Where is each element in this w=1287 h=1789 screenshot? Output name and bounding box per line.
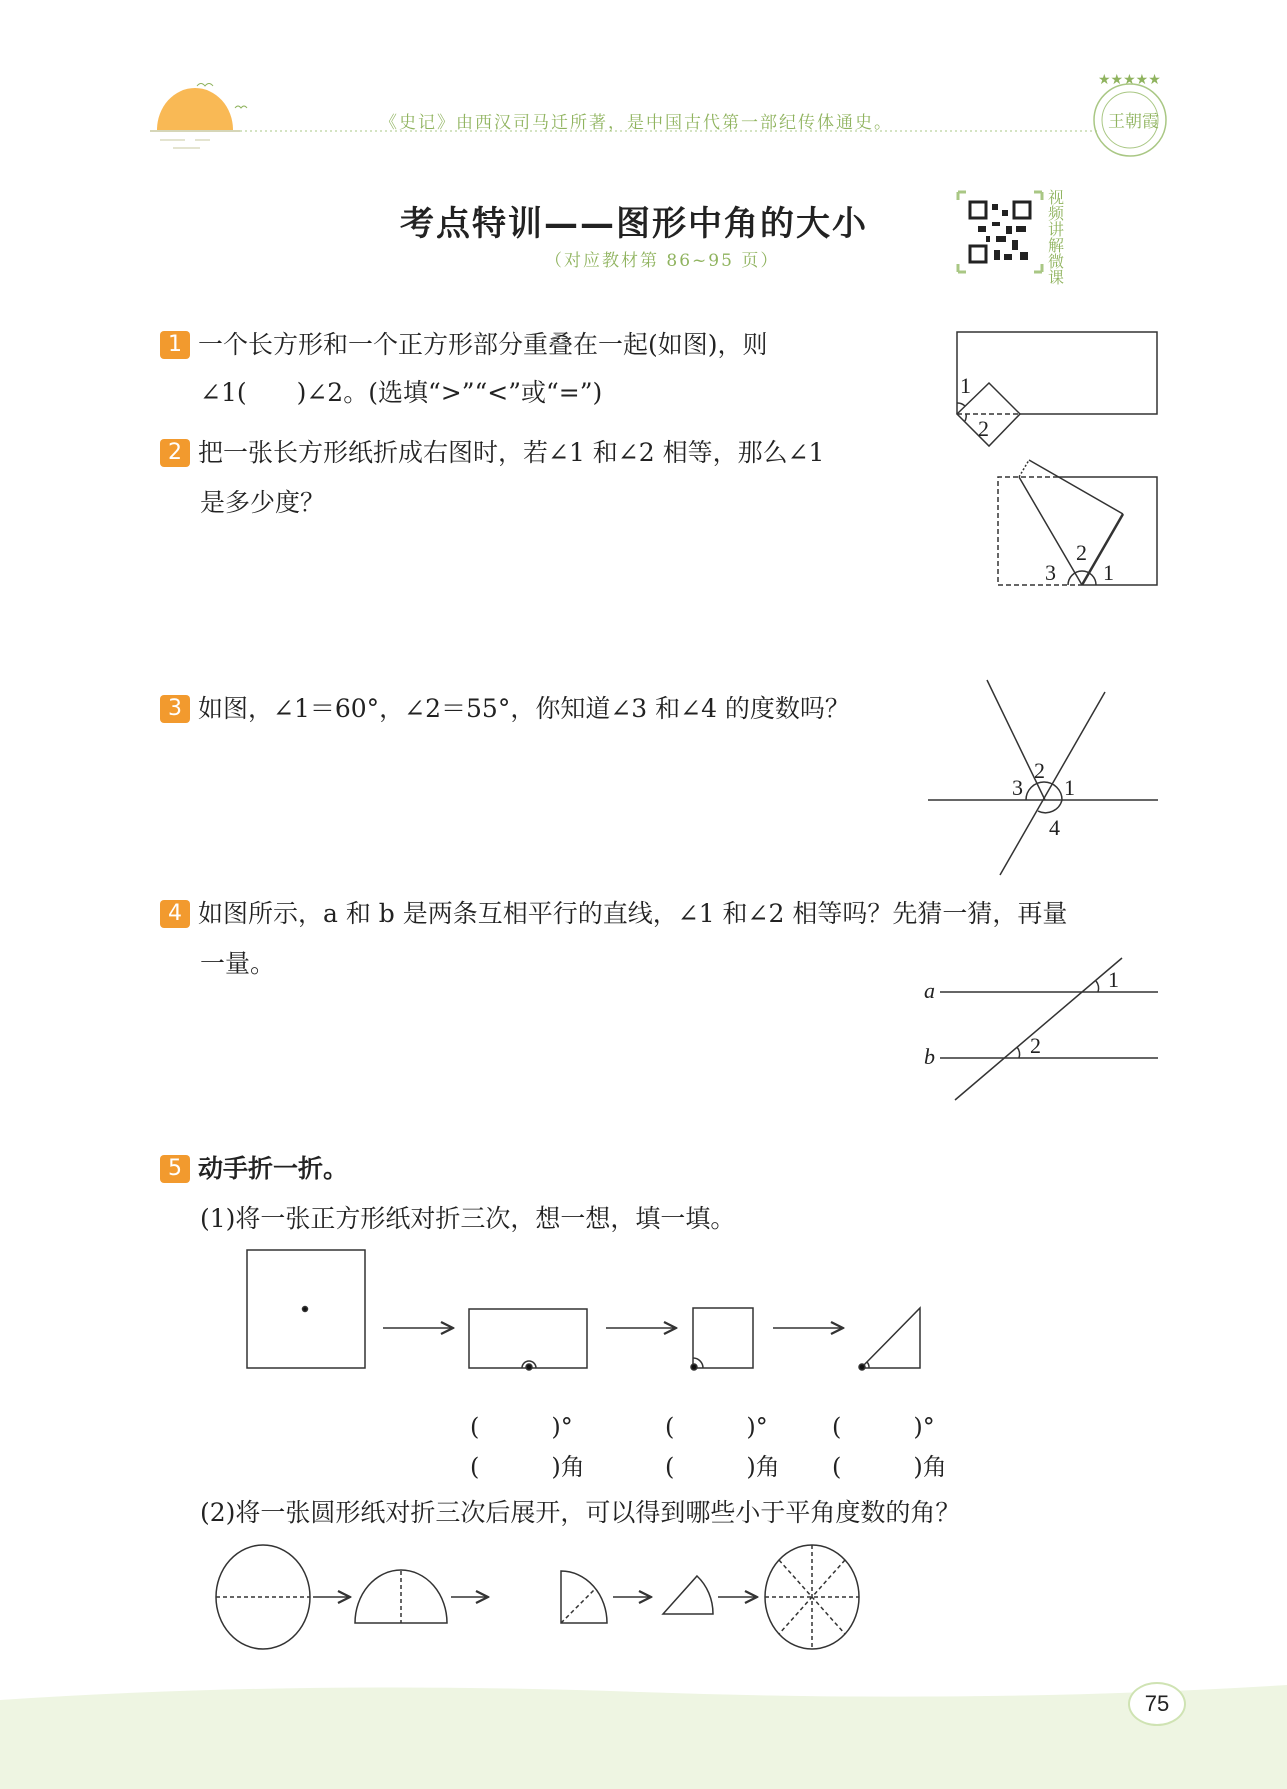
question-number: 1 bbox=[160, 331, 190, 359]
angle-label: 1 bbox=[1108, 967, 1119, 992]
answer-blank[interactable]: ( )角 bbox=[832, 1453, 947, 1481]
question-1: 1 一个长方形和一个正方形部分重叠在一起(如图)，则 bbox=[160, 330, 768, 360]
question-2-line-2: 是多少度？ bbox=[200, 488, 326, 517]
angle-label: 1 bbox=[960, 373, 971, 398]
angle-label: 2 bbox=[1030, 1033, 1041, 1058]
header-motto: 《史记》由西汉司马迁所著，是中国古代第一部纪传体通史。 bbox=[380, 113, 893, 133]
svg-text:★★★★★: ★★★★★ bbox=[1098, 73, 1161, 88]
question-number: 5 bbox=[160, 1155, 190, 1183]
figure-3 bbox=[928, 680, 1158, 875]
angle-label: 2 bbox=[978, 416, 989, 441]
footer-background bbox=[0, 1685, 1287, 1789]
page-title: 考点特训——图形中角的大小 bbox=[400, 204, 868, 244]
figure-2 bbox=[998, 460, 1157, 585]
figure-5-square-folding bbox=[247, 1250, 920, 1370]
figure-5-circle-folding bbox=[216, 1545, 859, 1649]
angle-label: 1 bbox=[1103, 560, 1114, 585]
question-number: 2 bbox=[160, 439, 190, 467]
qr-label: 视频讲解微课 bbox=[1048, 188, 1065, 287]
answer-blank[interactable]: ( )° bbox=[470, 1413, 573, 1441]
answer-blank[interactable]: ( )° bbox=[832, 1413, 935, 1441]
answer-blank[interactable]: ( )° bbox=[665, 1413, 768, 1441]
question-3: 3 如图，∠1＝60°，∠2＝55°，你知道∠3 和∠4 的度数吗？ bbox=[160, 694, 850, 724]
angle-label: 2 bbox=[1076, 540, 1087, 565]
question-1-line-2: ∠1( )∠2。(选填“>”“<”或“=”) bbox=[200, 378, 603, 407]
angle-label: 2 bbox=[1034, 758, 1045, 783]
question-number: 4 bbox=[160, 900, 190, 928]
angle-label: 4 bbox=[1049, 815, 1060, 840]
question-4: 4 如图所示，a 和 b 是两条互相平行的直线，∠1 和∠2 相等吗？先猜一猜，再量 bbox=[160, 899, 1067, 929]
question-5-part-1: (1)将一张正方形纸对折三次，想一想，填一填。 bbox=[200, 1204, 736, 1233]
logo-text: 王朝霞 bbox=[1108, 112, 1159, 131]
page-subtitle: （对应教材第 86~95 页） bbox=[545, 251, 780, 271]
question-4-line-2: 一量。 bbox=[200, 949, 276, 978]
page-number: 75 bbox=[1128, 1682, 1186, 1726]
answer-blank[interactable]: ( )角 bbox=[470, 1453, 585, 1481]
question-number: 3 bbox=[160, 695, 190, 723]
angle-label: 3 bbox=[1012, 775, 1023, 800]
figure-1 bbox=[957, 332, 1157, 446]
figure-4 bbox=[924, 958, 1158, 1100]
question-2: 2 把一张长方形纸折成右图时，若∠1 和∠2 相等，那么∠1 bbox=[160, 438, 824, 468]
answer-blank[interactable]: ( )角 bbox=[665, 1453, 780, 1481]
question-5-part-2: (2)将一张圆形纸对折三次后展开，可以得到哪些小于平角度数的角？ bbox=[200, 1498, 961, 1527]
angle-label: 1 bbox=[1064, 775, 1075, 800]
question-5: 5 动手折一折。 bbox=[160, 1154, 348, 1184]
line-label: a bbox=[924, 978, 935, 1003]
angle-label: 3 bbox=[1045, 560, 1056, 585]
line-label: b bbox=[924, 1044, 935, 1069]
